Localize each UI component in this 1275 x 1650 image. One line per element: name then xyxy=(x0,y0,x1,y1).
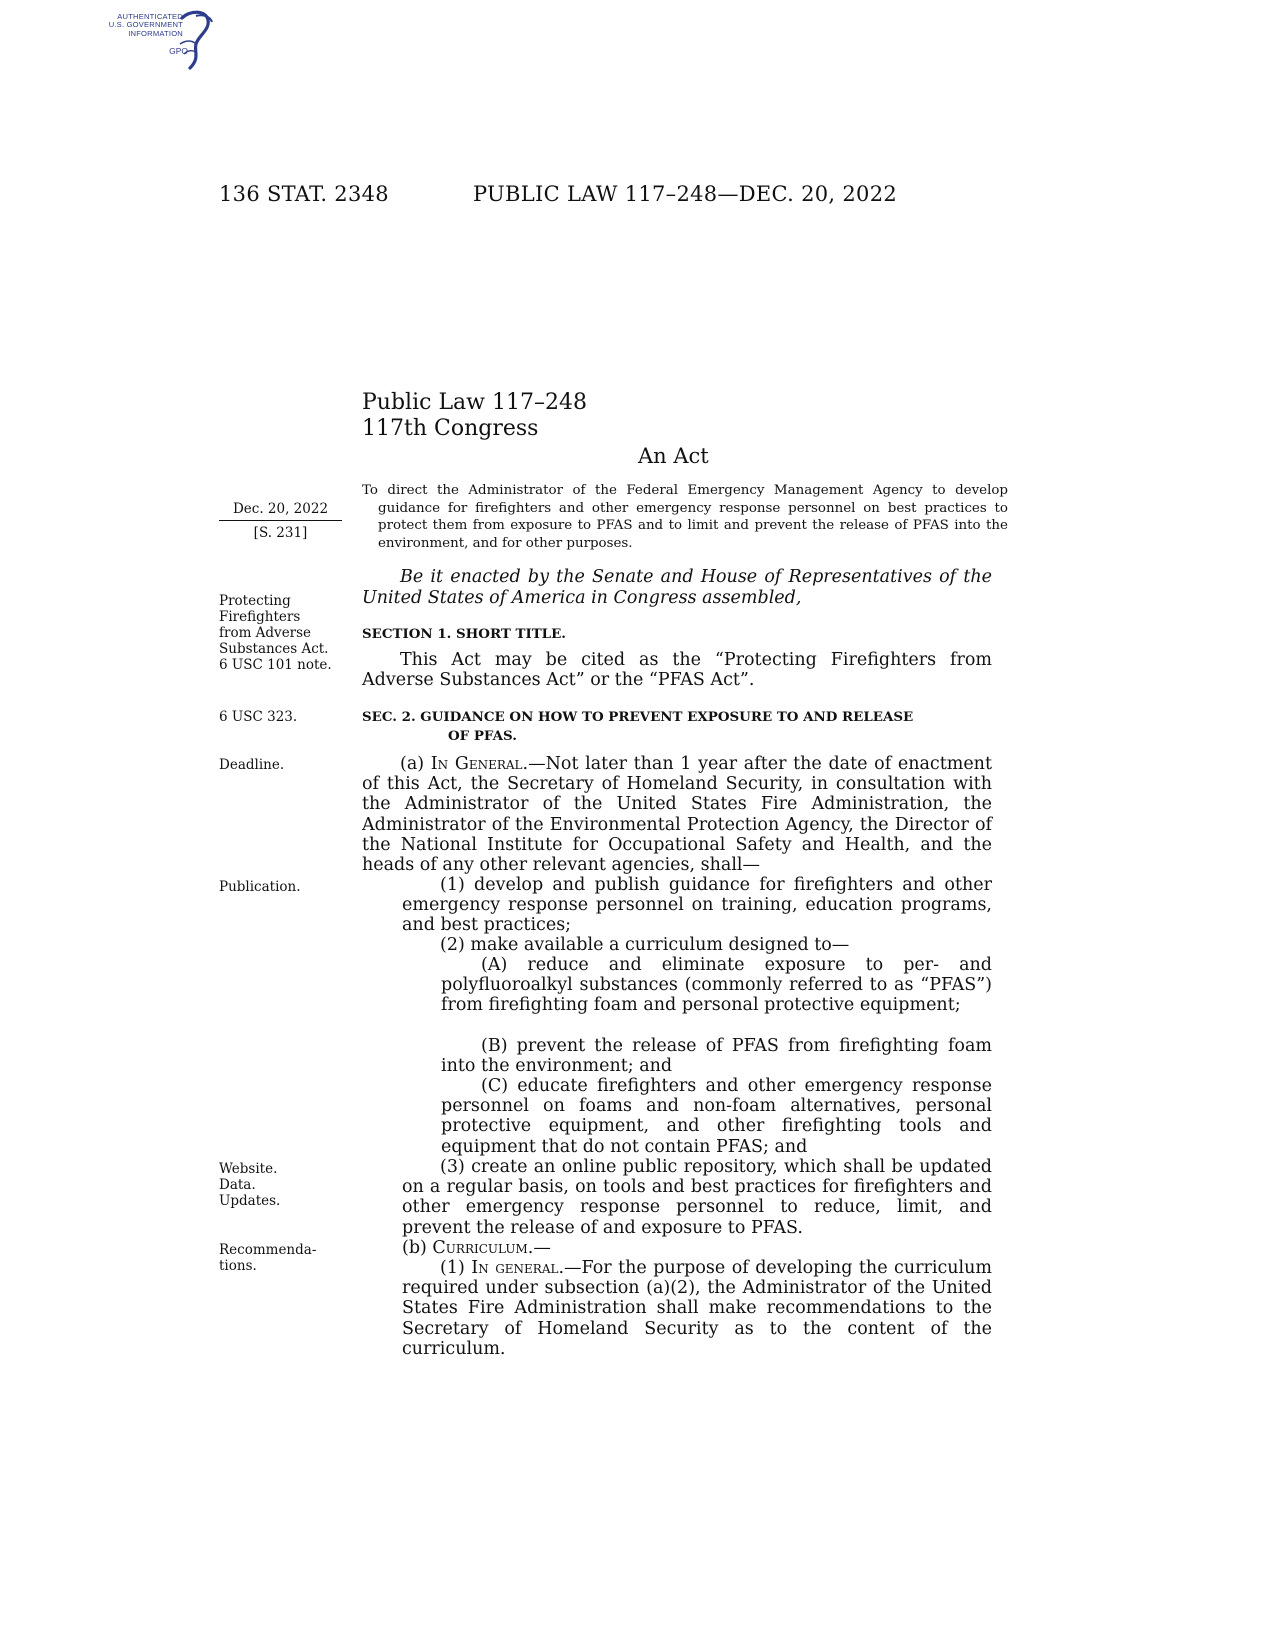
bill-number: [S. 231] xyxy=(253,525,308,541)
section-2-heading xyxy=(362,708,992,746)
paragraph-b1 xyxy=(402,1258,992,1359)
paragraph-1: (1) develop and publish guidance for firefighters and other emergency response personnel on training, education programs, and best practices; xyxy=(402,875,992,936)
margin-note-line: Firefighters xyxy=(219,609,301,625)
law-number: Public Law 117–248 xyxy=(362,390,587,415)
subsection-b-heading-line xyxy=(402,1238,992,1258)
paragraph-b1-text: .—For the purpose of developing the curriculum required under subsection (a)(2), the Administrator of the United States Fire Administration shall make recommendations to the Secretary of Homeland Security as to the content of the curriculum. xyxy=(402,1258,992,1359)
margin-note-short-title xyxy=(219,593,349,673)
subparagraph-A: (A) reduce and eliminate exposure to per- and polyfluoroalkyl substances (commonly referred to as “PFAS”) from firefighting foam and personal protective equipment; xyxy=(441,955,992,1016)
section-2-heading-line-1: SEC. 2. GUIDANCE ON HOW TO PREVENT EXPOSURE TO AND RELEASE xyxy=(362,709,914,725)
running-title: PUBLIC LAW 117–248—DEC. 20, 2022 xyxy=(473,182,898,206)
margin-note-line: Substances Act. xyxy=(219,641,329,657)
subsection-a xyxy=(362,754,992,875)
paragraph-3: (3) create an online public repository, which shall be updated on a regular basis, on tools and best practices for firefighters and other emergency response personnel to reduce, limit, and prevent the release of and exposure to PFAS. xyxy=(402,1157,992,1238)
subsection-b-heading: Curriculum xyxy=(432,1238,528,1258)
margin-note-recommendations xyxy=(219,1242,349,1274)
margin-note-deadline: Deadline. xyxy=(219,757,285,773)
congress-label: 117th Congress xyxy=(362,416,539,441)
paragraph-b1-heading: In general xyxy=(471,1258,559,1278)
seal-line-2: U.S. GOVERNMENT xyxy=(108,20,183,30)
seal-line-3: INFORMATION xyxy=(128,28,183,38)
section-1-heading: SECTION 1. SHORT TITLE. xyxy=(362,626,566,642)
margin-note-line: 6 USC 101 note. xyxy=(219,657,332,673)
margin-note-publication: Publication. xyxy=(219,879,301,895)
subsection-b-label: (b) xyxy=(402,1238,433,1258)
margin-note-line: Updates. xyxy=(219,1193,281,1209)
section-2-heading-line-2: OF PFAS. xyxy=(448,728,517,744)
eagle-icon xyxy=(176,10,216,72)
gpo-authentication-seal xyxy=(88,10,223,72)
margin-note-line: Recommenda- xyxy=(219,1242,317,1258)
subsection-a-label: (a) xyxy=(400,754,431,774)
subsection-a-text: .—Not later than 1 year after the date of enactment of this Act, the Secretary of Homeland Security, in consultation with the Administrator of the United States Fire Administration, the Administrator of the Environmental Protection Agency, the Director of the National Institute for Occupational Safety and Health, and the heads of any other relevant agencies, shall— xyxy=(362,754,992,876)
paragraph-2: (2) make available a curriculum designed to— xyxy=(440,935,850,955)
margin-note-line: Protecting xyxy=(219,593,291,609)
margin-note-line: tions. xyxy=(219,1258,257,1274)
margin-note-website xyxy=(219,1161,349,1209)
enactment-date: Dec. 20, 2022 xyxy=(219,501,342,521)
act-label: An Act xyxy=(638,444,709,468)
section-1-text: This Act may be cited as the “Protecting Firefighters from Adverse Substances Act” or the “PFAS Act”. xyxy=(362,650,992,691)
margin-note-usc-323: 6 USC 323. xyxy=(219,709,298,725)
subsection-a-heading: In General xyxy=(430,754,523,774)
long-title: To direct the Administrator of the Federal Emergency Management Agency to develop guidance for firefighters and other emergency response personnel on best practices to protect them from exposure to PFAS and to limit and prevent the release of PFAS into the environment, and for other purposes. xyxy=(362,483,1008,551)
seal-text xyxy=(88,13,183,38)
seal-line-1: AUTHENTICATED xyxy=(117,12,183,21)
enacting-clause: Be it enacted by the Senate and House of Representatives of the United States of America in Congress assembled, xyxy=(362,567,992,608)
subsection-b-dash: .— xyxy=(527,1238,551,1258)
seal-gpo-mark: GPO xyxy=(169,46,188,56)
paragraph-b1-label: (1) xyxy=(440,1258,472,1278)
stat-page-number: 136 STAT. 2348 xyxy=(219,182,389,206)
margin-note-line: Data. xyxy=(219,1177,256,1193)
subparagraph-B: (B) prevent the release of PFAS from firefighting foam into the environment; and xyxy=(441,1036,992,1077)
subparagraph-C: (C) educate firefighters and other emergency response personnel on foams and non-foam alternatives, personal protective equipment, and other firefighting tools and equipment that do not contain PFAS; and xyxy=(441,1076,992,1157)
margin-note-line: Website. xyxy=(219,1161,278,1177)
margin-note-line: from Adverse xyxy=(219,625,312,641)
enactment-date-block xyxy=(219,501,342,541)
